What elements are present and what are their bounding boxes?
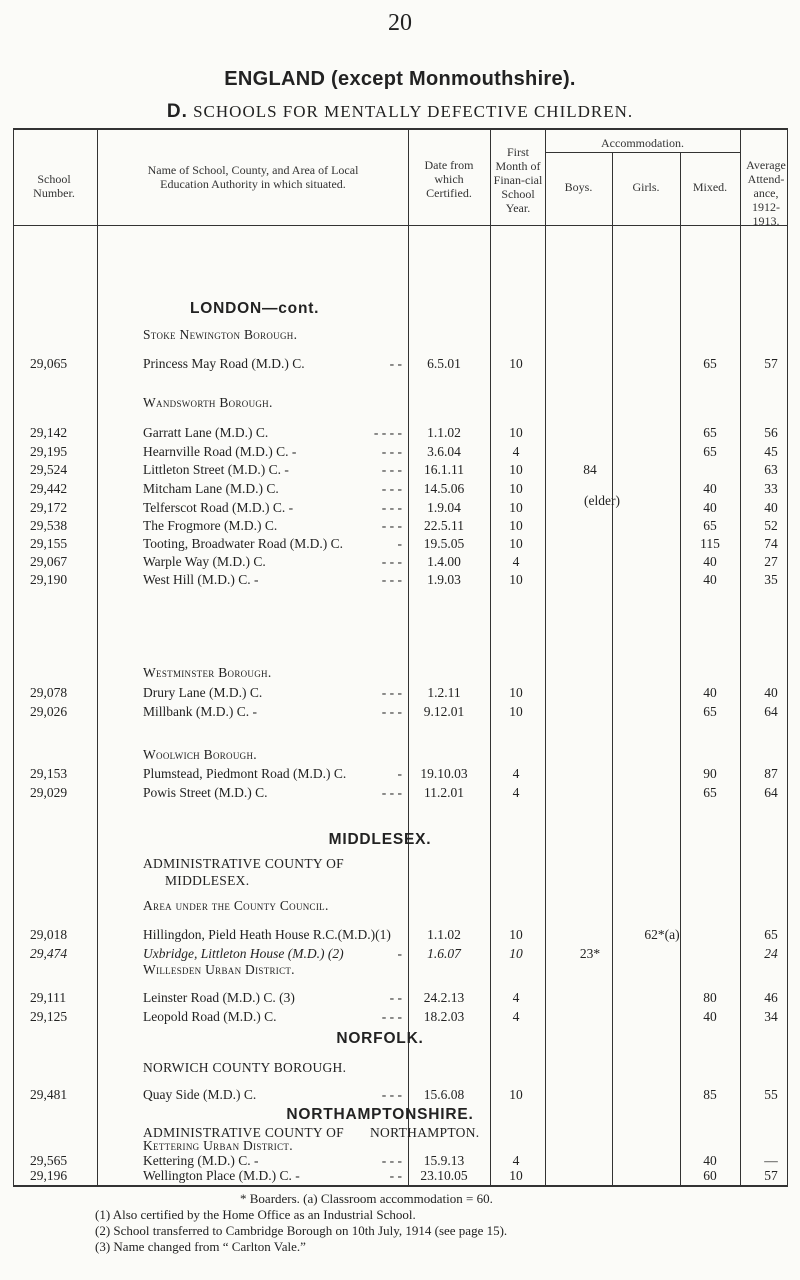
cell-avg: 46 xyxy=(764,990,778,1005)
cell-num: 29,078 xyxy=(30,685,68,700)
cell-name: The Frogmore (M.D.) C. xyxy=(143,518,278,533)
cell-avg: 40 xyxy=(764,685,778,700)
cell-name: Garratt Lane (M.D.) C. xyxy=(143,425,269,440)
leader-dots: - xyxy=(397,536,402,551)
col-rule-9 xyxy=(787,129,788,1185)
cell-month: 10 xyxy=(509,1168,523,1183)
cell-name: Drury Lane (M.D.) C. xyxy=(143,685,263,700)
cell-num: 29,018 xyxy=(30,927,68,942)
leader-dots: - - xyxy=(389,356,402,371)
cell-girls: 62*(a) xyxy=(644,927,680,942)
cell-month: 10 xyxy=(509,481,523,496)
cell-avg: 87 xyxy=(764,766,778,781)
footnote-2: (2) School transferred to Cambridge Borough on 10th July, 1914 (see page 15). xyxy=(95,1223,508,1238)
cell-avg: 64 xyxy=(764,785,778,800)
section-stoke-newington: Stoke Newington Borough. xyxy=(143,327,298,342)
cell-name: Quay Side (M.D.) C. xyxy=(143,1087,257,1102)
page-number: 20 xyxy=(388,10,412,36)
col-rule-3 xyxy=(408,129,409,1185)
cell-month: 10 xyxy=(509,356,523,371)
cell-date: 6.5.01 xyxy=(427,356,461,371)
cell-date: 1.9.03 xyxy=(427,572,461,587)
county-norfolk: NORFOLK. xyxy=(336,1030,424,1047)
cell-month: 10 xyxy=(509,946,523,961)
col-rule-7 xyxy=(680,152,681,1185)
cell-avg: — xyxy=(764,1153,778,1168)
cell-name: Leinster Road (M.D.) C. (3) xyxy=(143,990,295,1005)
cell-mixed: 65 xyxy=(703,444,717,459)
cell-name: Telferscot Road (M.D.) C. - xyxy=(143,500,294,515)
page-subtitle xyxy=(0,101,800,123)
cell-avg: 27 xyxy=(764,554,778,569)
cell-avg: 35 xyxy=(764,572,778,587)
cell-date: 1.6.07 xyxy=(427,946,461,961)
leader-dots: - - - xyxy=(381,554,402,569)
cell-mixed: 40 xyxy=(703,685,717,700)
county-middlesex: MIDDLESEX. xyxy=(328,831,432,848)
leader-dots: - - - xyxy=(381,1087,402,1102)
cell-month: 4 xyxy=(512,990,520,1005)
cell-avg: 34 xyxy=(764,1009,778,1024)
cell-mixed: 40 xyxy=(703,554,717,569)
cell-num: 29,481 xyxy=(30,1087,68,1102)
cell-date: 19.5.05 xyxy=(423,536,465,551)
cell-month: 10 xyxy=(509,462,523,477)
cell-date: 1.1.02 xyxy=(427,927,461,942)
section-woolwich: Woolwich Borough. xyxy=(143,747,257,762)
cell-date: 11.2.01 xyxy=(424,785,464,800)
table-top-rule xyxy=(13,128,788,130)
subtitle-letter: D. xyxy=(166,101,188,122)
leader-dots: - - - xyxy=(381,685,402,700)
cell-num: 29,172 xyxy=(30,500,68,515)
cell-date: 19.10.03 xyxy=(420,766,468,781)
acc-rule xyxy=(545,152,740,153)
cell-month: 4 xyxy=(512,444,520,459)
cell-avg: 55 xyxy=(764,1087,778,1102)
header-accommodation: Accommodation. xyxy=(601,136,684,150)
page-title: ENGLAND (except Monmouthshire). xyxy=(224,68,576,90)
cell-avg: 57 xyxy=(764,1168,778,1183)
cell-mixed: 65 xyxy=(703,518,717,533)
elder-note: (elder) xyxy=(584,493,620,508)
cell-date: 24.2.13 xyxy=(423,990,465,1005)
cell-name: Hearnville Road (M.D.) C. - xyxy=(143,444,297,459)
cell-num: 29,155 xyxy=(30,536,68,551)
header-boys: Boys. xyxy=(564,180,593,194)
cell-mixed: 80 xyxy=(703,990,717,1005)
cell-mixed: 65 xyxy=(703,785,717,800)
cell-avg: 33 xyxy=(764,481,778,496)
header-school-number: School Number. xyxy=(33,172,75,200)
footnote-boarders: * Boarders. (a) Classroom accommodation = 60. xyxy=(240,1191,493,1206)
col-rule-8 xyxy=(740,129,741,1185)
cell-month: 10 xyxy=(509,500,523,515)
cell-month: 10 xyxy=(509,425,523,440)
cell-num: 29,029 xyxy=(30,785,68,800)
cell-avg: 65 xyxy=(764,927,778,942)
cell-avg: 56 xyxy=(764,425,778,440)
cell-name: Plumstead, Piedmont Road (M.D.) C. xyxy=(143,766,347,781)
middlesex-admin-1: ADMINISTRATIVE COUNTY OF xyxy=(143,856,344,871)
cell-avg: 57 xyxy=(764,356,778,371)
cell-date: 15.9.13 xyxy=(423,1153,465,1168)
cell-mixed: 85 xyxy=(703,1087,717,1102)
leader-dots: - - - - xyxy=(373,425,402,440)
cell-month: 4 xyxy=(512,766,520,781)
cell-mixed: 40 xyxy=(703,481,717,496)
leader-dots: - - - xyxy=(381,1009,402,1024)
cell-num: 29,195 xyxy=(30,444,68,459)
section-willesden: Willesden Urban District. xyxy=(143,962,295,977)
cell-num: 29,442 xyxy=(30,481,68,496)
cell-num: 29,524 xyxy=(30,462,68,477)
middlesex-admin-2: MIDDLESEX. xyxy=(165,873,250,888)
cell-month: 4 xyxy=(512,554,520,569)
leader-dots: - - - xyxy=(381,462,402,477)
header-average: Average Attend-ance, 1912-1913. xyxy=(746,158,786,228)
cell-date: 3.6.04 xyxy=(427,444,461,459)
cell-name: Tooting, Broadwater Road (M.D.) C. xyxy=(143,536,344,551)
cell-date: 9.12.01 xyxy=(423,704,465,719)
cell-month: 10 xyxy=(509,536,523,551)
header-mixed: Mixed. xyxy=(692,180,728,194)
cell-mixed: 60 xyxy=(703,1168,717,1183)
cell-name: Princess May Road (M.D.) C. xyxy=(143,356,305,371)
table-bottom-rule xyxy=(13,1185,788,1187)
header-date: Date from which Certified. xyxy=(424,158,474,200)
cell-name: Uxbridge, Littleton House (M.D.) (2) xyxy=(143,946,344,961)
cell-date: 16.1.11 xyxy=(424,462,464,477)
cell-num: 29,538 xyxy=(30,518,68,533)
leader-dots: - xyxy=(397,766,402,781)
cell-date: 1.4.00 xyxy=(427,554,461,569)
cell-avg: 63 xyxy=(764,462,778,477)
cell-num: 29,111 xyxy=(30,990,67,1005)
section-wandsworth: Wandsworth Borough. xyxy=(143,395,273,410)
cell-date: 23.10.05 xyxy=(420,1168,468,1183)
col-rule-2 xyxy=(97,129,98,1185)
cell-name: Wellington Place (M.D.) C. - xyxy=(143,1168,300,1183)
cell-mixed: 65 xyxy=(703,704,717,719)
northants-admin-2: NORTHAMPTON. xyxy=(370,1125,480,1140)
cell-name: West Hill (M.D.) C. - xyxy=(143,572,259,587)
leader-dots: - - - xyxy=(381,785,402,800)
cell-month: 10 xyxy=(509,518,523,533)
leader-dots: - - xyxy=(389,990,402,1005)
col-rule-1 xyxy=(13,129,14,1185)
cell-boys: 23* xyxy=(579,946,601,961)
cell-avg: 52 xyxy=(764,518,778,533)
cell-num: 29,026 xyxy=(30,704,68,719)
cell-date: 1.1.02 xyxy=(427,425,461,440)
cell-num: 29,474 xyxy=(30,946,68,961)
cell-name: Leopold Road (M.D.) C. xyxy=(143,1009,277,1024)
cell-num: 29,196 xyxy=(30,1168,68,1183)
section-county-council: Area under the County Council. xyxy=(143,898,329,913)
cell-num: 29,565 xyxy=(30,1153,68,1168)
cell-mixed: 40 xyxy=(703,572,717,587)
cell-name: Millbank (M.D.) C. - xyxy=(143,704,257,719)
leader-dots: - - - xyxy=(381,704,402,719)
footnote-3: (3) Name changed from “ Carlton Vale.” xyxy=(95,1239,306,1254)
cell-date: 1.9.04 xyxy=(427,500,461,515)
cell-name: Powis Street (M.D.) C. xyxy=(143,785,268,800)
leader-dots: - - - xyxy=(381,481,402,496)
northants-admin-1: ADMINISTRATIVE COUNTY OF xyxy=(143,1125,344,1140)
cell-date: 14.5.06 xyxy=(423,481,465,496)
cell-avg: 64 xyxy=(764,704,778,719)
cell-month: 4 xyxy=(512,785,520,800)
cell-mixed: 90 xyxy=(703,766,717,781)
cell-month: 4 xyxy=(512,1009,520,1024)
cell-name: Hillingdon, Pield Heath House R.C.(M.D.)(1) xyxy=(143,927,391,942)
header-month: First Month of Finan-cial School Year. xyxy=(493,145,543,215)
cell-num: 29,153 xyxy=(30,766,68,781)
cell-num: 29,142 xyxy=(30,425,68,440)
county-london-label: LONDON—cont. xyxy=(190,300,320,317)
header-girls: Girls. xyxy=(632,180,660,194)
col-rule-5 xyxy=(545,129,546,1185)
leader-dots: - xyxy=(397,946,402,961)
cell-num: 29,065 xyxy=(30,356,68,371)
cell-name: Mitcham Lane (M.D.) C. xyxy=(143,481,279,496)
cell-month: 4 xyxy=(512,1153,520,1168)
leader-dots: - - - xyxy=(381,500,402,515)
cell-date: 22.5.11 xyxy=(424,518,464,533)
cell-mixed: 40 xyxy=(703,1009,717,1024)
cell-name: Kettering (M.D.) C. - xyxy=(143,1153,259,1168)
leader-dots: - - - xyxy=(381,572,402,587)
cell-mixed: 40 xyxy=(703,500,717,515)
cell-month: 10 xyxy=(509,927,523,942)
cell-mixed: 65 xyxy=(703,356,717,371)
cell-avg: 40 xyxy=(764,500,778,515)
cell-avg: 45 xyxy=(764,444,778,459)
leader-dots: - - xyxy=(389,1168,402,1183)
cell-month: 10 xyxy=(509,685,523,700)
norwich-borough: NORWICH COUNTY BOROUGH. xyxy=(143,1060,347,1075)
county-london xyxy=(190,300,370,318)
col-rule-6 xyxy=(612,152,613,1185)
cell-date: 1.2.11 xyxy=(427,685,461,700)
section-kettering: Kettering Urban District. xyxy=(143,1138,293,1153)
subtitle-text: SCHOOLS FOR MENTALLY DEFECTIVE CHILDREN. xyxy=(193,102,634,121)
leader-dots: - - - xyxy=(381,444,402,459)
header-bottom-rule xyxy=(13,225,788,226)
cell-num: 29,067 xyxy=(30,554,68,569)
cell-name: Littleton Street (M.D.) C. - xyxy=(143,462,289,477)
cell-date: 18.2.03 xyxy=(423,1009,465,1024)
cell-avg: 24 xyxy=(764,946,778,961)
cell-mixed: 40 xyxy=(703,1153,717,1168)
cell-month: 10 xyxy=(509,704,523,719)
footnote-1: (1) Also certified by the Home Office as an Industrial School. xyxy=(95,1207,416,1222)
cell-name: Warple Way (M.D.) C. xyxy=(143,554,266,569)
cell-month: 10 xyxy=(509,1087,523,1102)
cell-month: 10 xyxy=(509,572,523,587)
cell-boys: 84 xyxy=(583,462,597,477)
cell-date: 15.6.08 xyxy=(423,1087,465,1102)
cell-mixed: 115 xyxy=(700,536,720,551)
cell-num: 29,125 xyxy=(30,1009,68,1024)
col-rule-4 xyxy=(490,129,491,1185)
cell-num: 29,190 xyxy=(30,572,68,587)
leader-dots: - - - xyxy=(381,518,402,533)
header-name: Name of School, County, and Area of Local Education Authority in which situated. xyxy=(147,163,359,191)
county-northamptonshire: NORTHAMPTONSHIRE. xyxy=(286,1106,474,1123)
section-westminster: Westminster Borough. xyxy=(143,665,272,680)
leader-dots: - - - xyxy=(381,1153,402,1168)
cell-mixed: 65 xyxy=(703,425,717,440)
cell-avg: 74 xyxy=(764,536,778,551)
